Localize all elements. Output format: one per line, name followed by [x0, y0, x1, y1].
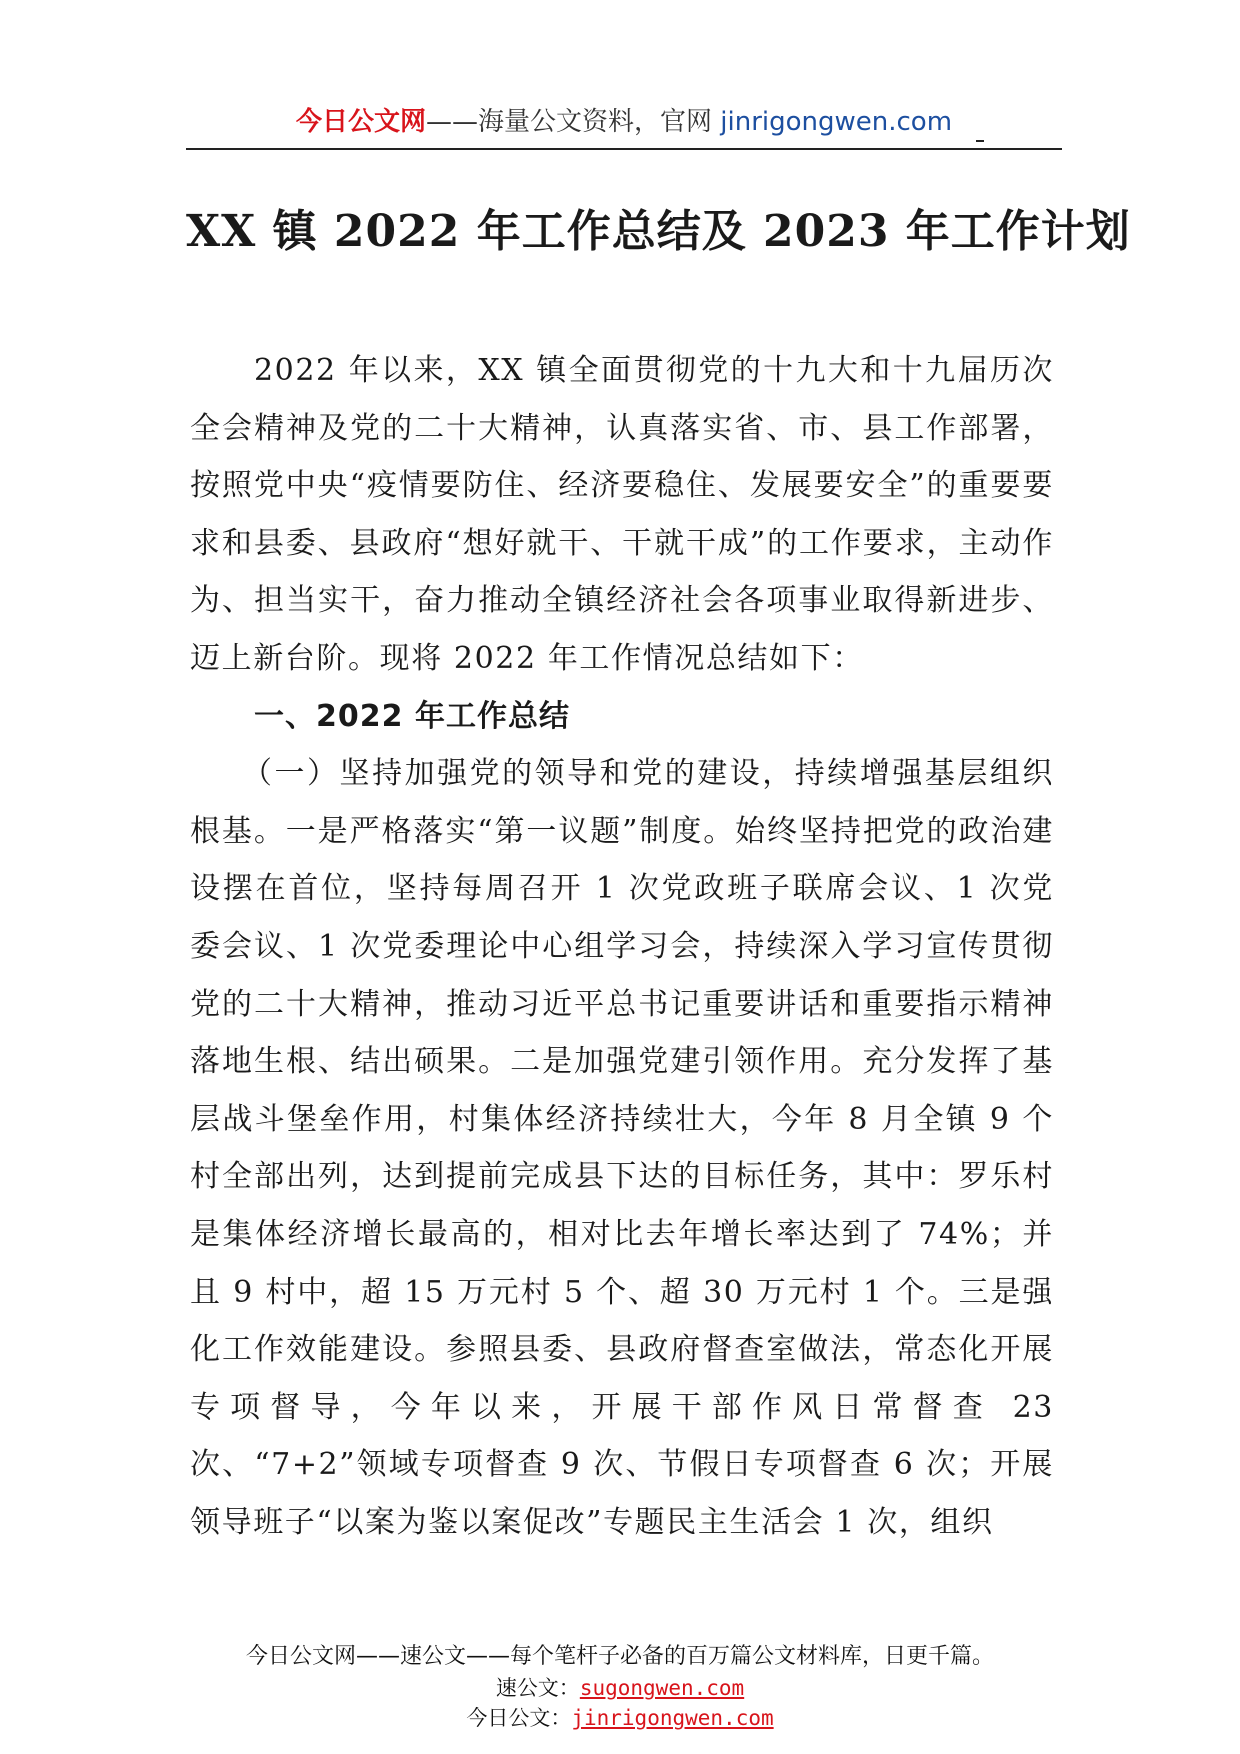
document-body — [190, 342, 1054, 1551]
footer-jinrigongwen-link[interactable]: jinrigongwen.com — [571, 1706, 774, 1730]
intro-paragraph: 2022 年以来，XX 镇全面贯彻党的十九大和十九届历次全会精神及党的二十大精神，认真落实省、市、县工作部署，按照党中央“疫情要防住、经济要稳住、发展要安全”的重要要求和县委、县政府“想好就干、干就干成”的工作要求，主动作为、担当实干，奋力推动全镇经济社会各项事业取得新进步、迈上新台阶。现将 2022 年工作情况总结如下： — [190, 353, 1054, 676]
footer-jinrigongwen-label: 今日公文： — [466, 1706, 572, 1730]
header-divider — [186, 148, 1062, 150]
section-heading: 一、2022 年工作总结 — [254, 698, 570, 734]
header-brand: 今日公文网 — [295, 107, 426, 137]
footer-slogan: 今日公文网——速公文——每个笔杆子必备的百万篇公文材料库，日更千篇。 — [245, 1644, 994, 1669]
header-tagline: 海量公文资料，官网 — [477, 107, 712, 137]
footer-sugongwen-label: 速公文： — [495, 1676, 580, 1700]
page-footer — [120, 1641, 1120, 1733]
header-site-link[interactable]: jinrigongwen.com — [720, 107, 953, 137]
footer-sugongwen-row — [120, 1673, 1120, 1703]
header-separator: —— — [425, 107, 478, 137]
document-title: XX 镇 2022 年工作总结及 2023 年工作计划 — [186, 206, 1131, 257]
footer-sugongwen-link[interactable]: sugongwen.com — [579, 1676, 745, 1700]
header-divider-mark — [976, 140, 984, 142]
page-header — [186, 104, 1062, 140]
footer-jinrigongwen-row — [120, 1703, 1120, 1733]
section-paragraph: （一）坚持加强党的领导和党的建设，持续增强基层组织根基。一是严格落实“第一议题”制度。始终坚持把党的政治建设摆在首位，坚持每周召开 1 次党政班子联席会议、1 次党委会议、1 次党委理论中心组学习会，持续深入学习宣传贯彻党的二十大精神，推动习近平总书记重要讲话和重要指示精神落地生根、结出硕果。二是加强党建引领作用。充分发挥了基层战斗堡垒作用，村集体经济持续壮大，今年 8 月全镇 9 个村全部出列，达到提前完成县下达的目标任务，其中：罗乐村是集体经济增长最高的，相对比去年增长率达到了 74%；并且 9 村中，超 15 万元村 5 个、超 30 万元村 1 个。三是强化工作效能建设。参照县委、县政府督查室做法，常态化开展专项督导，今年以来，开展干部作风日常督查 23 次、“7+2”领域专项督查 9 次、节假日专项督查 6 次；开展领导班子“以案为鉴以案促改”专题民主生活会 1 次，组织 — [190, 756, 1054, 1540]
